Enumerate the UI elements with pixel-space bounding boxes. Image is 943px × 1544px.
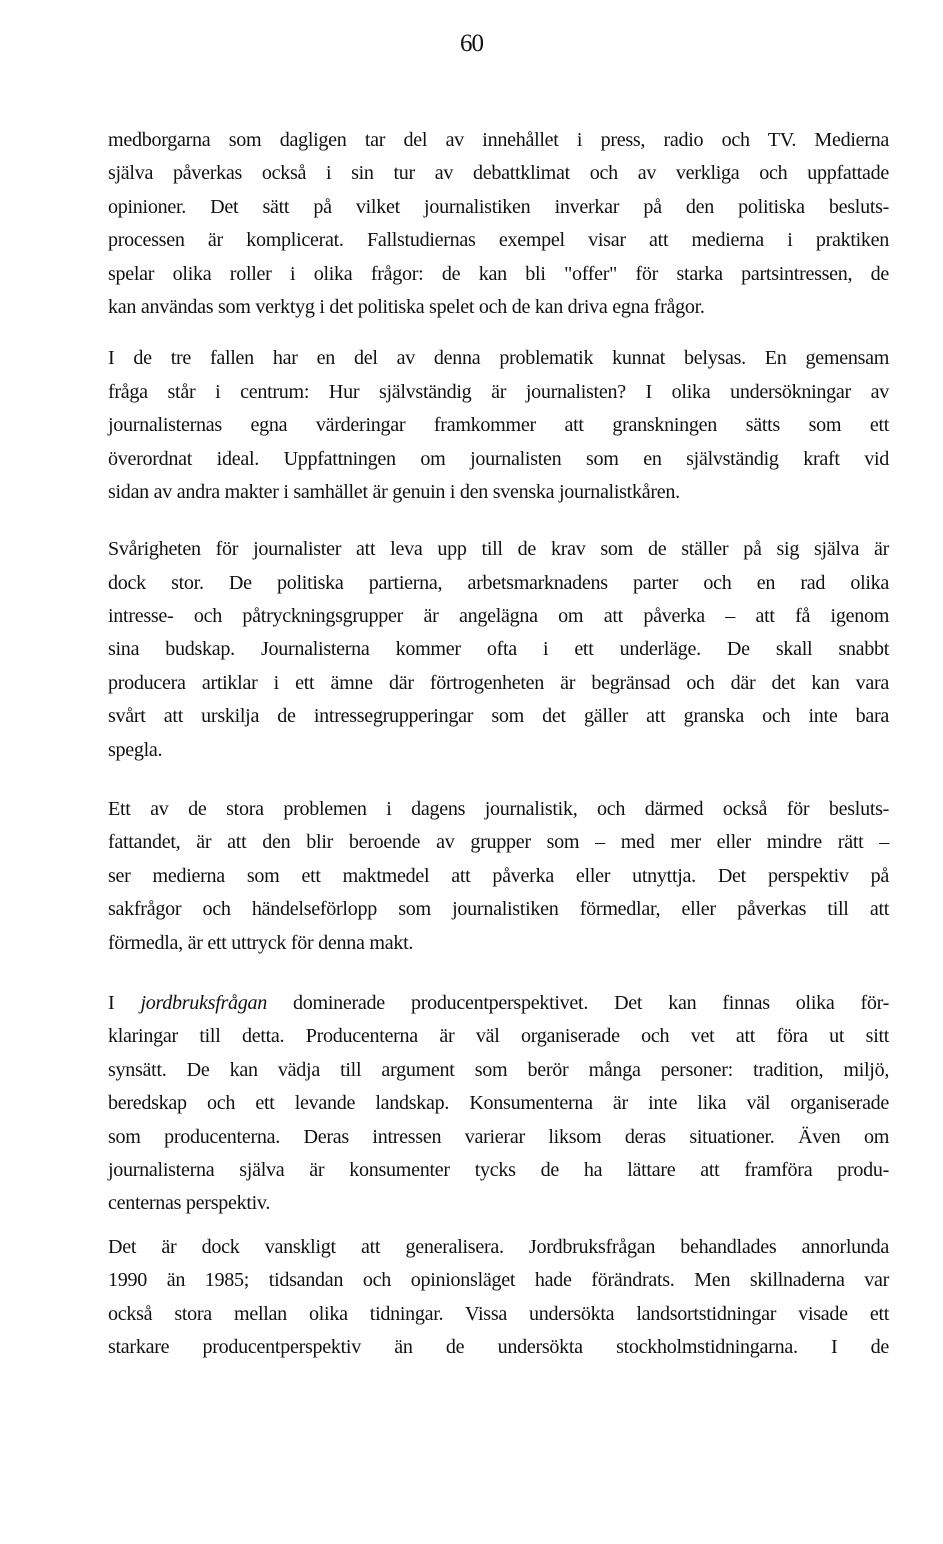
text-line: ser medierna som ett maktmedel att påverka eller utnyttja. Det perspektiv på — [108, 864, 890, 887]
text-line: förmedla, är ett uttryck för denna makt. — [108, 931, 414, 954]
text-line: klaringar till detta. Producenterna är väl organiserade och vet att föra ut sitt — [108, 1025, 890, 1048]
text-line: I de tre fallen har en del av denna problematik kunnat belysas. En gemensam — [108, 347, 890, 370]
text-line: som producenterna. Deras intressen varierar liksom deras situationer. Även om — [108, 1125, 890, 1148]
text-line: Ett av de stora problemen i dagens journalistik, och därmed också för besluts- — [108, 798, 890, 821]
text-line: fattandet, är att den blir beroende av grupper som – med mer eller mindre rätt – — [108, 831, 890, 854]
text-line-with-italic — [108, 987, 889, 1020]
text-line: journalisterna själva är konsumenter tycks de ha lättare att framföra produ- — [108, 1158, 890, 1181]
text-line: producera artiklar i ett ämne där förtrogenheten är begränsad och där det kan vara — [108, 671, 890, 694]
text-line: dock stor. De politiska partierna, arbetsmarknadens parter och en rad olika — [108, 571, 890, 594]
text-line: Svårigheten för journalister att leva upp till de krav som de ställer på sig själva är — [108, 538, 890, 561]
text-line: också stora mellan olika tidningar. Vissa undersökta landsortstidningar visade ett — [108, 1302, 890, 1325]
text-line: 1990 än 1985; tidsandan och opinionsläget hade förändrats. Men skillnaderna var — [108, 1269, 890, 1292]
text-line: processen är komplicerat. Fallstudiernas exempel visar att medierna i praktiken — [108, 229, 890, 252]
paragraph-3 — [108, 533, 889, 767]
text-line: spelar olika roller i olika frågor: de kan bli "offer" för starka partsintressen, de — [108, 262, 890, 285]
page-number: 60 — [460, 30, 483, 57]
text-fragment: I — [108, 991, 141, 1014]
italic-term: jordbruksfrågan — [140, 991, 268, 1014]
text-line: kan användas som verktyg i det politiska spelet och de kan driva egna frågor. — [108, 295, 705, 318]
text-line: opinioner. Det sätt på vilket journalistiken inverkar på den politiska besluts- — [108, 195, 890, 218]
text-line: centernas perspektiv. — [108, 1192, 271, 1215]
text-line: svårt att urskilja de intressegrupperingar som det gäller att granska och inte bara — [108, 705, 890, 728]
text-line: intresse- och påtryckningsgrupper är angelägna om att påverka – att få igenom — [108, 605, 890, 628]
text-line: starkare producentperspektiv än de undersökta stockholmstidningarna. I de — [108, 1335, 890, 1358]
text-line: sakfrågor och händelseförlopp som journalistiken förmedlar, eller påverkas till att — [108, 898, 890, 921]
paragraph-1 — [108, 124, 889, 324]
text-line: medborgarna som dagligen tar del av innehållet i press, radio och TV. Medierna — [108, 129, 890, 151]
paragraph-4 — [108, 793, 889, 960]
text-line: sina budskap. Journalisterna kommer ofta i ett underläge. De skall snabbt — [108, 638, 890, 661]
text-line: själva påverkas också i sin tur av debattklimat och av verkliga och uppfattade — [108, 162, 890, 185]
text-line: överordnat ideal. Uppfattningen om journalisten som en självständig kraft vid — [108, 447, 890, 470]
text-line: beredskap och ett levande landskap. Konsumenterna är inte lika väl organiserade — [108, 1092, 890, 1115]
text-line: journalisternas egna värderingar framkommer att granskningen sätts som ett — [108, 414, 890, 437]
text-fragment: dominerade producentperspektivet. Det kan finnas olika för- — [267, 991, 890, 1014]
text-line: sidan av andra makter i samhället är genuin i den svenska journalistkåren. — [108, 480, 680, 503]
text-line: Det är dock vanskligt att generalisera. Jordbruksfrågan behandlades annorlunda — [108, 1235, 890, 1258]
paragraph-6 — [108, 1231, 889, 1365]
text-line: spegla. — [108, 738, 163, 761]
paragraph-5 — [108, 987, 889, 1221]
body-text — [108, 124, 889, 1386]
text-line: fråga står i centrum: Hur självständig är journalisten? I olika undersökningar av — [108, 380, 890, 403]
text-line: synsätt. De kan vädja till argument som berör många personer: tradition, miljö, — [108, 1058, 890, 1081]
paragraph-2 — [108, 342, 889, 509]
